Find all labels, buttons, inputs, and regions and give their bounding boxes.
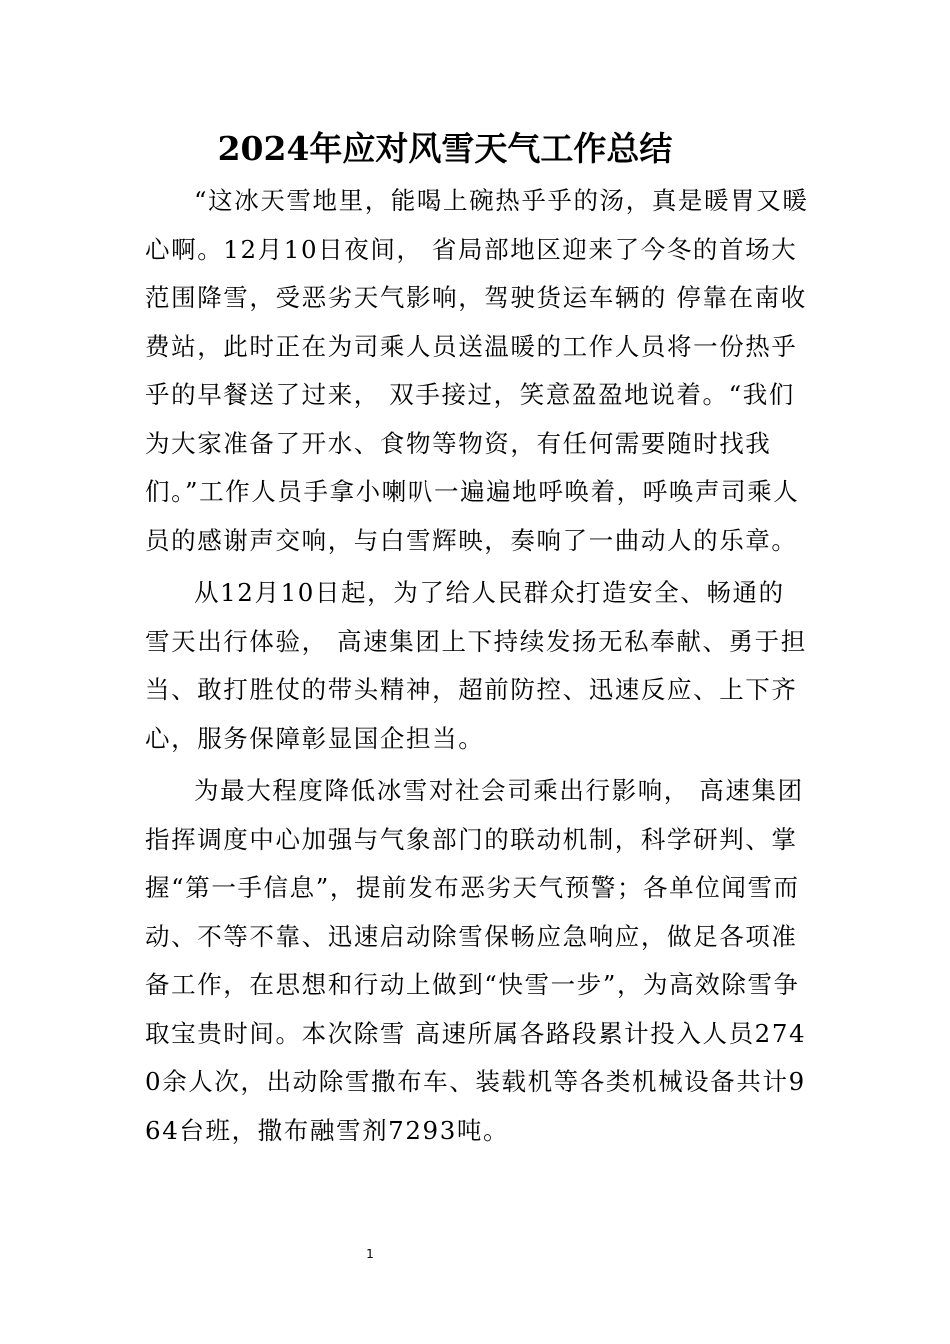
document-body	[145, 177, 810, 1159]
page-number: 1	[366, 1247, 374, 1261]
paragraph-2: 从12月10日起，为了给人民群众打造安全、畅通的雪天出行体验， 高速集团上下持续发扬无私奉献、勇于担当、敢打胜仗的带头精神，超前防控、迅速反应、上下齐心，服务保障彰显国企担当。	[145, 578, 807, 753]
document-title: 2024年应对风雪天气工作总结	[217, 129, 673, 168]
paragraph-1: “这冰天雪地里，能喝上碗热乎乎的汤，真是暖胃又暖心啊。12月10日夜间， 省局部地区迎来了今冬的首场大范围降雪，受恶劣天气影响，驾驶货运车辆的 停靠在南收费站，此时正在为司乘人员送温暖的工作人员将一份热乎乎的早餐送了过来， 双手接过，笑意盈盈地说着。“我们为大家准备了开水、食物等物资，有任何需要随时找我们。”工作人员手拿小喇叭一遍遍地呼唤着，呼唤声司乘人员的感谢声交响，与白雪辉映，奏响了一曲动人的乐章。	[145, 186, 809, 555]
paragraph-3: 为最大程度降低冰雪对社会司乘出行影响， 高速集团指挥调度中心加强与气象部门的联动机制，科学研判、掌握“第一手信息”，提前发布恶劣天气预警；各单位闻雪而动、不等不靠、迅速启动除雪保畅应急响应，做足各项准备工作，在思想和行动上做到“快雪一步”，为高效除雪争取宝贵时间。本次除雪 高速所属各路段累计投入人员2740余人次，出动除雪撒布车、装载机等各类机械设备共计964台班，撒布融雪剂7293吨。	[145, 776, 807, 1145]
